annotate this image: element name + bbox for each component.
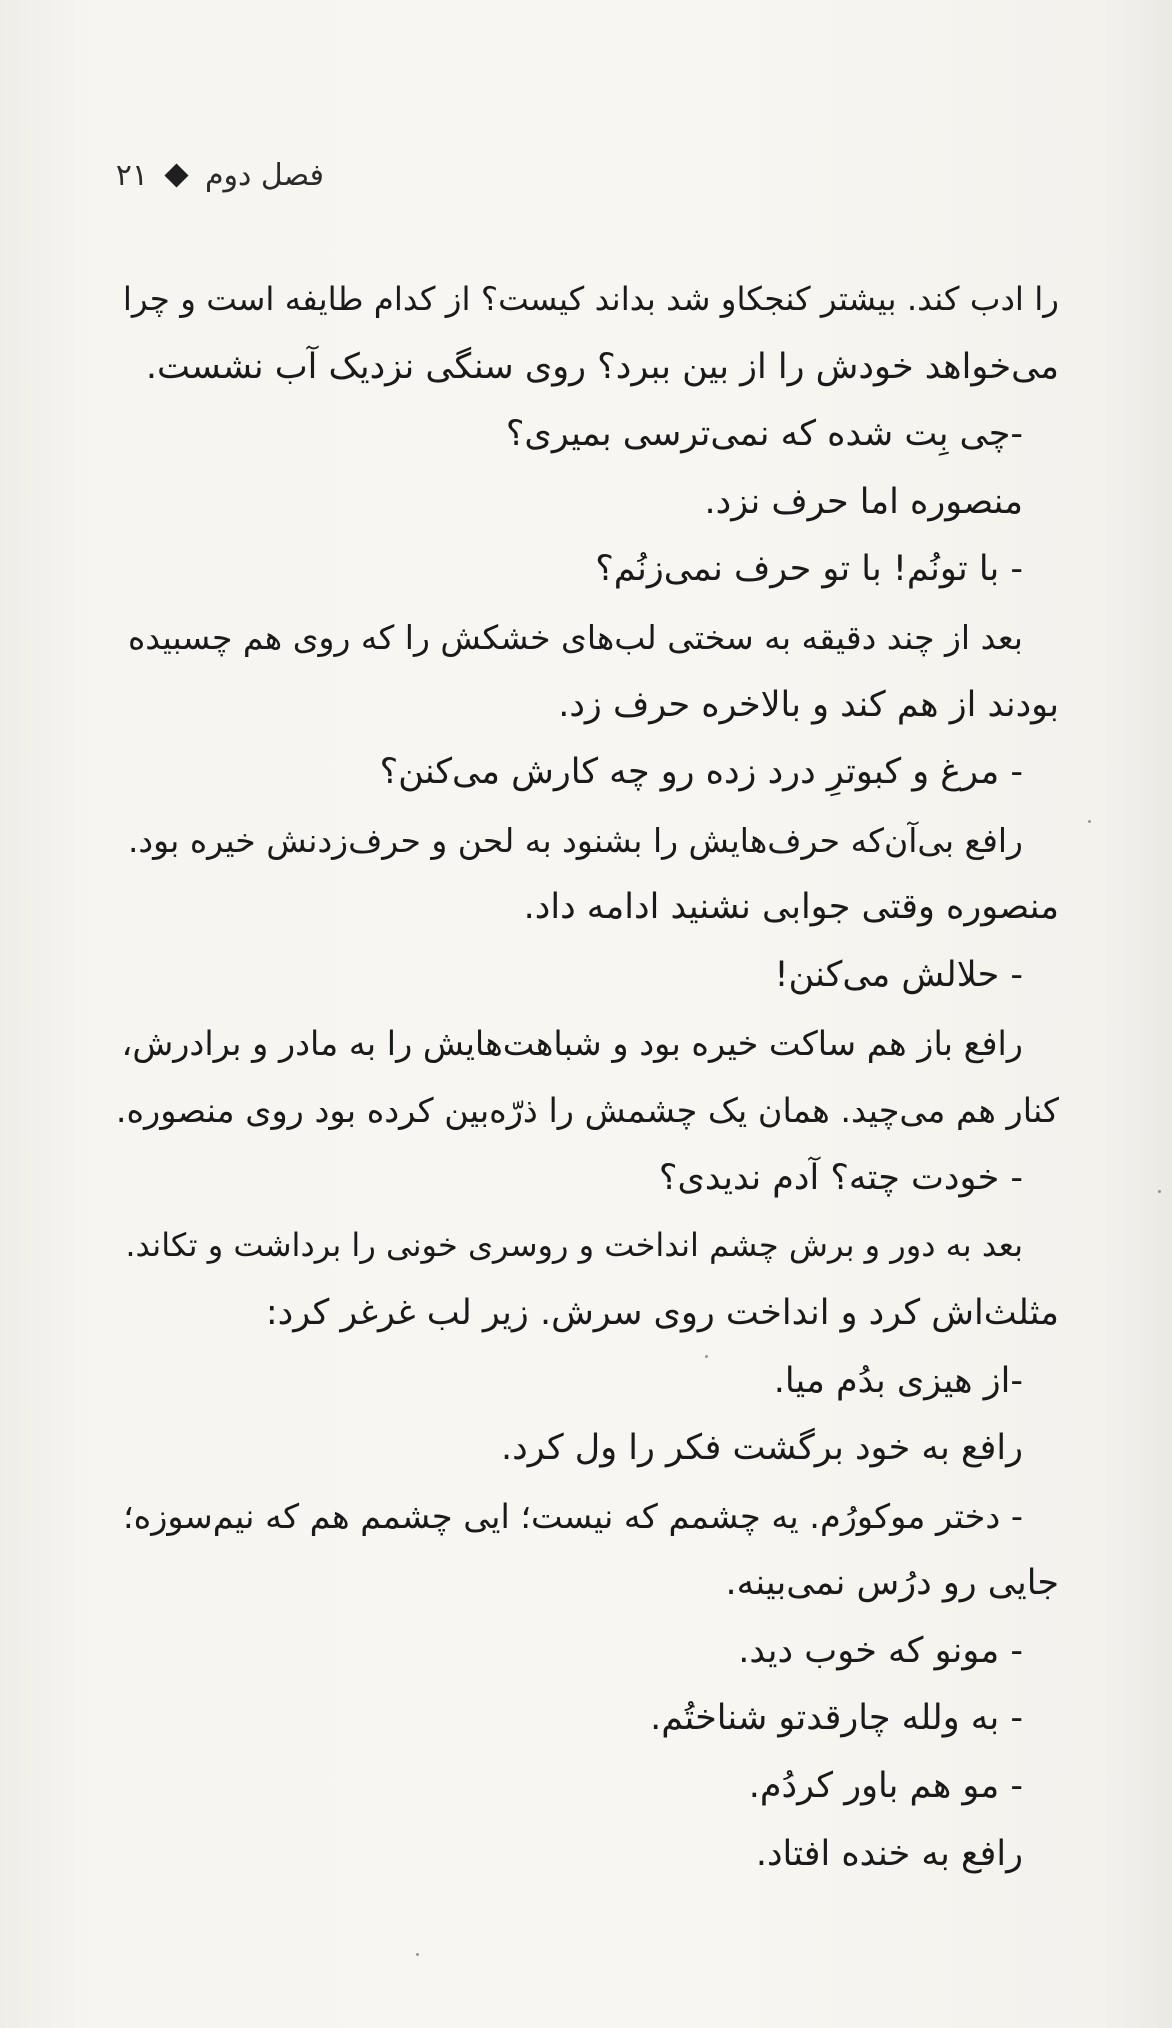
text-line: مثلث‌اش کرد و انداخت روی سرش. زیر لب غرغر کرد:: [265, 1292, 1059, 1333]
text-line: -چی بِت شده که نمی‌ترسی بمیری؟: [505, 414, 1023, 455]
text-line: - با تونُم! با تو حرف نمی‌زنُم؟: [595, 549, 1023, 590]
paper-speck: [416, 1953, 419, 1956]
text-line: را ادب کند. بیشتر کنجکاو شد بداند کیست؟ از کدام طایفه است و چرا: [122, 280, 1059, 318]
text-line: کنار هم می‌چید. همان یک چشمش را ذرّه‌بین کرده بود روی منصوره.: [115, 1091, 1059, 1131]
body-text: [115, 266, 1059, 1888]
text-line: - مرغ و کبوترِ درد زده رو چه کارش می‌کنن؟: [379, 752, 1023, 793]
text-line: -از هیزی بدُم میا.: [773, 1360, 1023, 1401]
paper-speck: [705, 1355, 708, 1358]
text-line: می‌خواهد خودش را از بین ببرد؟ روی سنگی نزدیک آب نشست.: [145, 346, 1059, 387]
diamond-ornament-icon: [164, 163, 188, 187]
text-line: بودند از هم کند و بالاخره حرف زد.: [558, 684, 1059, 725]
text-line: بعد به دور و برش چشم انداخت و روسری خونی را برداشت و تکاند.: [125, 1226, 1023, 1265]
text-line: - خودت چته؟ آدم ندیدی؟: [658, 1157, 1023, 1198]
page-number: ۲۱: [115, 158, 148, 193]
running-header: [116, 158, 324, 193]
text-line: جایی رو درُس نمی‌بینه.: [725, 1563, 1059, 1604]
paper-speck: [1088, 820, 1091, 823]
text-line: رافع باز هم ساکت خیره بود و شباهت‌هایش را به مادر و برادرش،: [121, 1023, 1023, 1063]
text-line: رافع بی‌آن‌که حرف‌هایش را بشنود به لحن و حرف‌زدنش خیره بود.: [127, 820, 1023, 860]
chapter-title: فصل دوم: [204, 158, 324, 193]
text-line: - دختر موکورُم. یه چشمم که نیست؛ ایی چشمم هم که نیم‌سوزه؛: [123, 1496, 1023, 1536]
text-line: بعد از چند دقیقه به سختی لب‌های خشکش را که روی هم چسبیده: [127, 617, 1023, 657]
text-line: - مو هم باور کردُم.: [748, 1766, 1023, 1807]
text-line: - مونو که خوب دید.: [738, 1630, 1023, 1671]
text-line: رافع به خود برگشت فکر را ول کرد.: [501, 1428, 1023, 1469]
paper-speck: [1158, 1190, 1161, 1193]
text-line: منصوره وقتی جوابی نشنید ادامه داد.: [523, 887, 1059, 928]
text-line: منصوره اما حرف نزد.: [704, 481, 1023, 522]
text-line: رافع به خنده افتاد.: [755, 1833, 1023, 1874]
text-line: - حلالش می‌کنن!: [774, 954, 1023, 995]
text-line: - به ولله چارقدتو شناختُم.: [650, 1698, 1023, 1739]
